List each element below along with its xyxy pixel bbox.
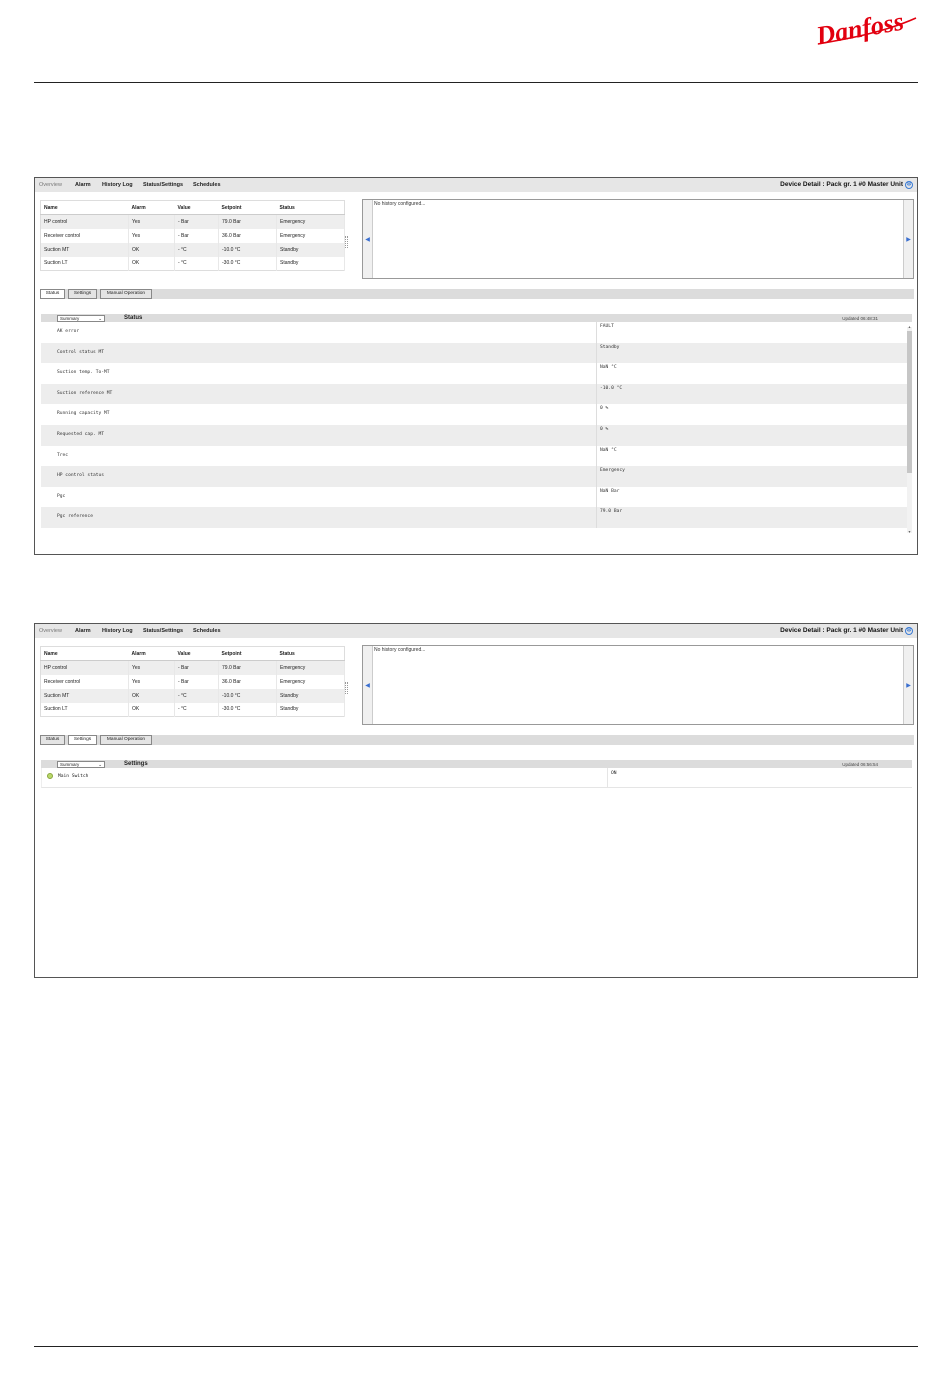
table-row[interactable]	[41, 215, 345, 229]
list-item	[41, 487, 907, 508]
nav-schedules[interactable]: Schedules	[193, 182, 221, 188]
status-name: Pgc reference	[41, 507, 597, 528]
cell: - °C	[175, 689, 219, 703]
screenshot-status	[34, 177, 918, 555]
status-name: Trec	[41, 446, 597, 467]
list-item[interactable]	[41, 768, 912, 788]
tab-settings[interactable]: Settings	[68, 289, 97, 299]
table-row[interactable]	[41, 229, 345, 243]
col-status: Status	[277, 647, 345, 661]
nav-history-log[interactable]: History Log	[102, 182, 133, 188]
history-chart-panel	[362, 199, 914, 279]
svg-text:Danfoss: Danfoss	[814, 6, 906, 50]
cell: Receiver control	[41, 675, 129, 689]
cell: - °C	[175, 243, 219, 257]
list-item	[41, 404, 907, 425]
table-row[interactable]	[41, 257, 345, 271]
header-rule	[34, 82, 918, 83]
nav-schedules[interactable]: Schedules	[193, 628, 221, 634]
status-value: 0 %	[600, 406, 609, 412]
cell: Yes	[129, 661, 175, 675]
summary-select-value: Summary	[60, 316, 80, 321]
nav-status-settings[interactable]: Status/Settings	[143, 628, 184, 634]
chevron-down-icon: ⌄	[98, 762, 102, 767]
cell: Yes	[129, 675, 175, 689]
cell: -30.0 °C	[219, 257, 277, 271]
cell: OK	[129, 689, 175, 703]
tab-status[interactable]: Status	[40, 289, 65, 299]
status-value: -10.0 °C	[600, 385, 623, 391]
table-row[interactable]	[41, 675, 345, 689]
status-name: Suction temp. To-MT	[41, 363, 597, 384]
nav-overview[interactable]: Overview	[39, 628, 62, 634]
cell: - Bar	[175, 229, 219, 243]
device-nav-bar	[35, 624, 917, 638]
cell: HP control	[41, 661, 129, 675]
table-row[interactable]	[41, 243, 345, 257]
history-next-arrow-icon[interactable]: ▶	[903, 200, 913, 278]
updated-timestamp: Updated 06:56:54	[842, 762, 878, 767]
summary-select[interactable]	[57, 315, 105, 322]
cell: Yes	[129, 215, 175, 229]
cell: 36.0 Bar	[219, 675, 277, 689]
col-alarm: Alarm	[129, 647, 175, 661]
list-item	[41, 425, 907, 446]
summary-select[interactable]	[57, 761, 105, 768]
cell: OK	[129, 257, 175, 271]
status-value: Standby	[600, 344, 620, 350]
cell: - Bar	[175, 675, 219, 689]
col-value: Value	[175, 201, 219, 215]
status-name: Running capacity MT	[41, 404, 597, 425]
settings-list	[41, 768, 912, 788]
screenshot-settings	[34, 623, 918, 978]
table-header	[41, 647, 345, 661]
list-item	[41, 343, 907, 364]
section-title: Status	[124, 315, 143, 321]
status-section-header	[41, 314, 912, 322]
history-message: No history configured...	[374, 201, 426, 207]
nav-overview[interactable]: Overview	[39, 182, 62, 188]
status-value: 79.0 Bar	[600, 509, 623, 515]
cell: Suction MT	[41, 243, 129, 257]
table-header	[41, 201, 345, 215]
nav-status-settings[interactable]: Status/Settings	[143, 182, 184, 188]
cell: - °C	[175, 703, 219, 717]
cell: OK	[129, 703, 175, 717]
list-item	[41, 446, 907, 467]
history-prev-arrow-icon[interactable]: ◀	[363, 646, 373, 724]
tab-bar	[40, 735, 914, 745]
cell: Suction LT	[41, 703, 129, 717]
cell: Standby	[277, 689, 345, 703]
device-detail-title: Device Detail : Pack gr. 1 #0 Master Unit	[780, 627, 903, 634]
tab-bar	[40, 289, 914, 299]
cell: Suction MT	[41, 689, 129, 703]
status-scrollbar[interactable]	[907, 327, 912, 533]
list-item	[41, 363, 907, 384]
status-value: Emergency	[600, 468, 625, 474]
device-nav-bar	[35, 178, 917, 192]
nav-alarm[interactable]: Alarm	[75, 628, 91, 634]
cell: Yes	[129, 229, 175, 243]
points-table	[40, 200, 345, 271]
splitter-handle[interactable]	[345, 682, 348, 694]
snowflake-icon[interactable]: ✻	[906, 182, 912, 188]
cell: 36.0 Bar	[219, 229, 277, 243]
status-value: NaN °C	[600, 447, 617, 453]
device-detail-title: Device Detail : Pack gr. 1 #0 Master Unit	[780, 181, 903, 188]
status-value: NaN Bar	[600, 488, 620, 494]
section-title: Settings	[124, 761, 148, 767]
tab-settings[interactable]: Settings	[68, 735, 97, 745]
table-row[interactable]	[41, 689, 345, 703]
col-alarm: Alarm	[129, 201, 175, 215]
cell: -10.0 °C	[219, 243, 277, 257]
danfoss-logo	[810, 4, 920, 50]
cell: 79.0 Bar	[219, 215, 277, 229]
history-chart-panel	[362, 645, 914, 725]
cell: Emergency	[277, 661, 345, 675]
table-row[interactable]	[41, 661, 345, 675]
setting-name-cell	[42, 768, 608, 787]
tab-status[interactable]: Status	[40, 735, 65, 745]
history-next-arrow-icon[interactable]: ▶	[903, 646, 913, 724]
list-item	[41, 507, 907, 528]
cell: HP control	[41, 215, 129, 229]
points-table	[40, 646, 345, 717]
updated-timestamp: Updated 06:48:31	[842, 316, 878, 321]
settings-section-header	[41, 760, 912, 768]
cell: Suction LT	[41, 257, 129, 271]
summary-select-value: Summary	[60, 762, 80, 767]
cell: -10.0 °C	[219, 689, 277, 703]
scroll-down-icon[interactable]: ▼	[907, 530, 912, 534]
cell: - Bar	[175, 661, 219, 675]
list-item	[41, 466, 907, 487]
status-name: HP control status	[41, 466, 597, 487]
snowflake-icon[interactable]: ✻	[906, 628, 912, 634]
setting-value: ON	[611, 771, 617, 776]
cell: 79.0 Bar	[219, 661, 277, 675]
status-value: NaN °C	[600, 365, 617, 371]
col-setpoint: Setpoint	[219, 201, 277, 215]
cell: Emergency	[277, 675, 345, 689]
cell: - °C	[175, 257, 219, 271]
scroll-up-icon[interactable]: ▲	[907, 325, 912, 329]
col-name: Name	[41, 201, 129, 215]
history-prev-arrow-icon[interactable]: ◀	[363, 200, 373, 278]
status-name: Suction reference MT	[41, 384, 597, 405]
cell: Receiver control	[41, 229, 129, 243]
nav-alarm[interactable]: Alarm	[75, 182, 91, 188]
setting-name: Main Switch	[58, 774, 89, 779]
cell: OK	[129, 243, 175, 257]
cell: Standby	[277, 257, 345, 271]
status-value: 0 %	[600, 426, 609, 432]
tab-manual-operation[interactable]: Manual Operation	[100, 735, 152, 745]
status-name: Requested cap. MT	[41, 425, 597, 446]
chevron-down-icon: ⌄	[98, 316, 102, 321]
col-name: Name	[41, 647, 129, 661]
list-item	[41, 384, 907, 405]
cell: - Bar	[175, 215, 219, 229]
cell: Emergency	[277, 215, 345, 229]
footer-rule	[34, 1346, 918, 1347]
list-item	[41, 322, 907, 343]
tab-manual-operation[interactable]: Manual Operation	[100, 289, 152, 299]
history-message: No history configured...	[374, 647, 426, 653]
edit-setting-icon[interactable]	[47, 773, 53, 779]
nav-history-log[interactable]: History Log	[102, 628, 133, 634]
col-setpoint: Setpoint	[219, 647, 277, 661]
status-name: Pgc	[41, 487, 597, 508]
status-name: Control status MT	[41, 343, 597, 364]
splitter-handle[interactable]	[345, 236, 348, 248]
cell: Standby	[277, 243, 345, 257]
status-name: AK error	[41, 322, 597, 343]
cell: Standby	[277, 703, 345, 717]
cell: -30.0 °C	[219, 703, 277, 717]
status-list	[41, 322, 907, 534]
table-row[interactable]	[41, 703, 345, 717]
scrollbar-thumb[interactable]	[907, 331, 912, 473]
status-value: FAULT	[600, 324, 614, 329]
cell: Emergency	[277, 229, 345, 243]
col-status: Status	[277, 201, 345, 215]
col-value: Value	[175, 647, 219, 661]
